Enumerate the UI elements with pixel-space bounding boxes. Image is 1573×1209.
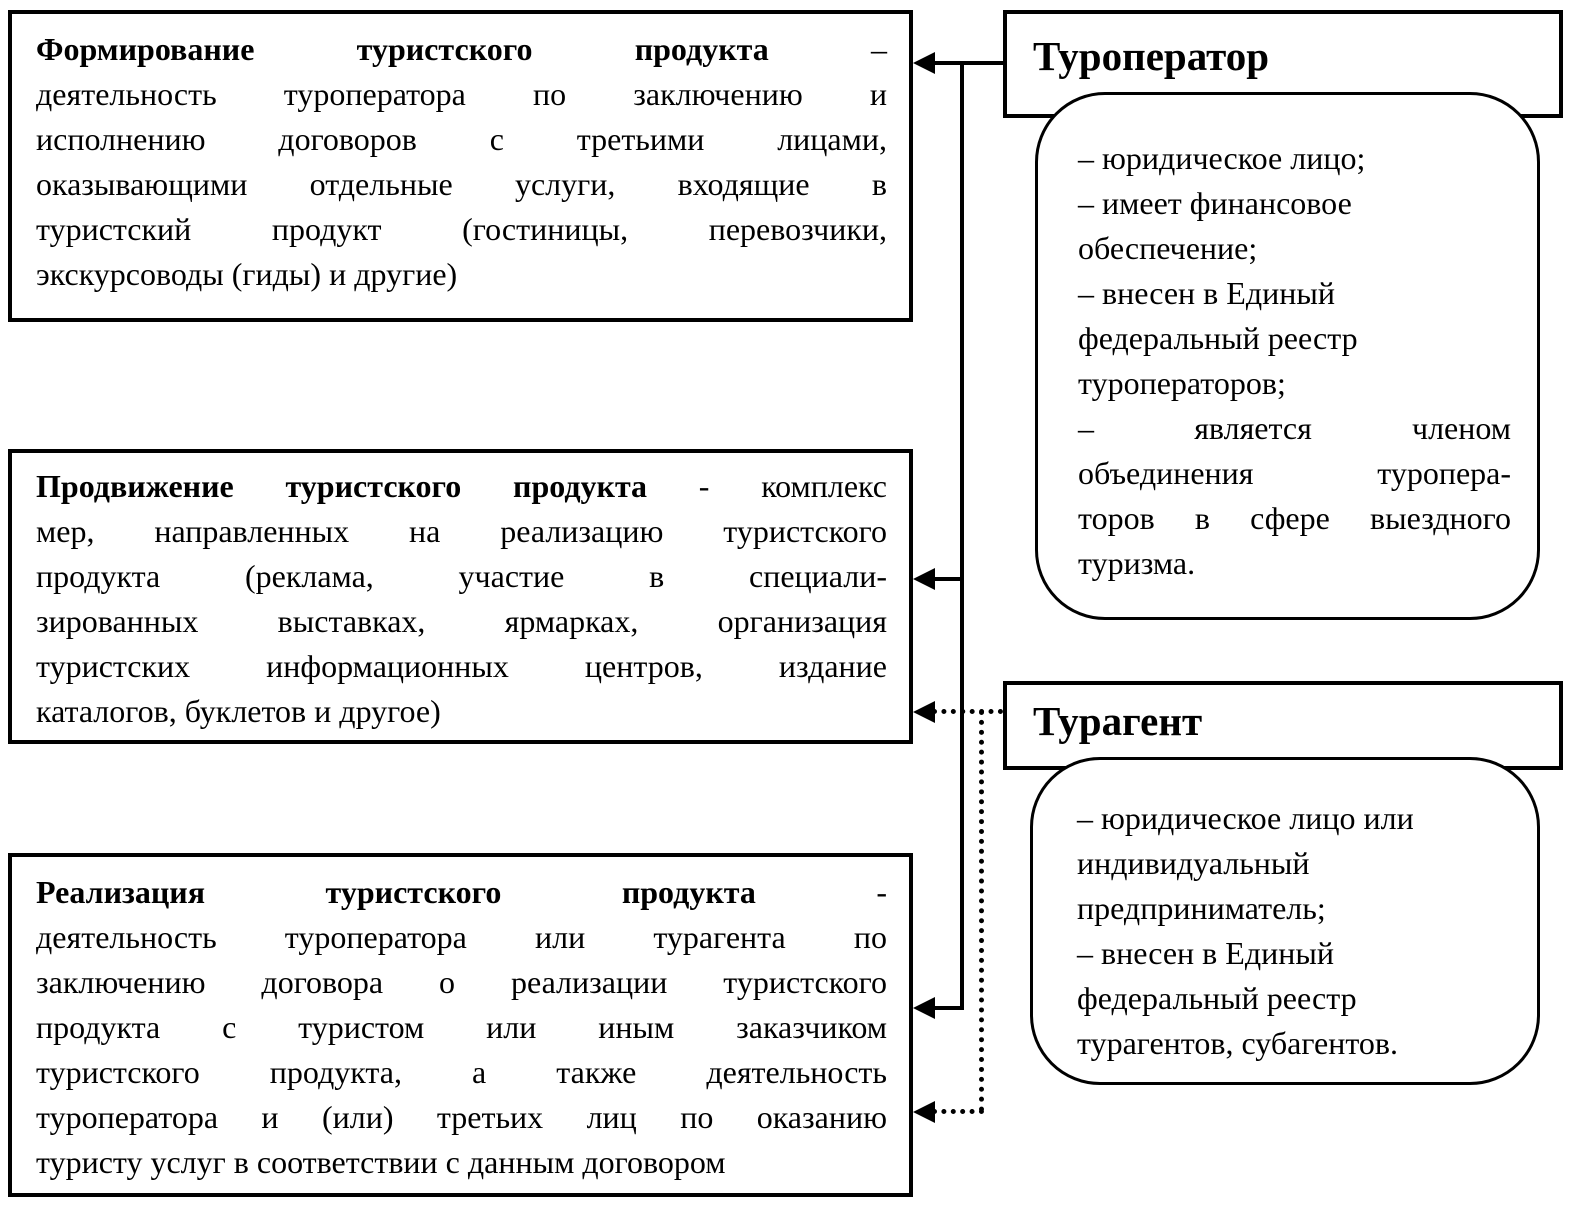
arrow-agent-to-realization-head xyxy=(913,1101,935,1123)
promotion-box xyxy=(8,449,913,744)
text-line: туристского продукта, а также деятельность xyxy=(36,1054,887,1090)
arrow-agent-to-promotion-head xyxy=(913,701,935,723)
text-line: федеральный реестр xyxy=(1078,320,1358,356)
arrow-operator-to-realization-head xyxy=(913,997,935,1019)
text-line: федеральный реестр xyxy=(1077,980,1357,1016)
text-line: заключению договора о реализации туристского xyxy=(36,964,887,1000)
text-line: туроператора и (или) третьих лиц по оказанию xyxy=(36,1099,887,1135)
text-line: деятельность туроператора по заключению и xyxy=(36,76,887,112)
agent-connector-trunk xyxy=(979,710,984,1112)
text-line: мер, направленных на реализацию туристского xyxy=(36,513,887,549)
text-line: каталогов, буклетов и другое) xyxy=(36,693,441,729)
text-line: торов в сфере выездного xyxy=(1078,500,1511,536)
text-line: предприниматель; xyxy=(1077,890,1326,926)
text-line: туристский продукт (гостиницы, перевозчики, xyxy=(36,211,887,247)
arrow-operator-to-formation-head xyxy=(913,52,935,74)
formation-box xyxy=(8,10,913,322)
realization-box xyxy=(8,853,913,1197)
text-line: экскурсоводы (гиды) и другие) xyxy=(36,256,458,292)
text-line: турагентов, субагентов. xyxy=(1077,1025,1399,1061)
text-line: туроператоров; xyxy=(1078,365,1286,401)
arrow-operator-to-formation-line xyxy=(930,61,1005,65)
formation-text xyxy=(12,14,909,297)
text-line: Реализация туристского продукта - xyxy=(36,874,887,910)
arrow-operator-to-promotion-head xyxy=(913,568,935,590)
travel-agent-title: Турагент xyxy=(1033,698,1203,744)
text-line: – внесен в Единый xyxy=(1077,935,1334,971)
text-line: – юридическое лицо; xyxy=(1078,140,1366,176)
text-line: оказывающими отдельные услуги, входящие в xyxy=(36,166,887,202)
text-line: зированных выставках, ярмарках, организация xyxy=(36,603,887,639)
tour-operator-details xyxy=(1035,92,1540,620)
text-line: индивидуальный xyxy=(1077,845,1310,881)
text-line: продукта с туристом или иным заказчиком xyxy=(36,1009,887,1045)
text-line: – является членом xyxy=(1078,410,1511,446)
arrow-agent-to-realization-line xyxy=(932,1109,984,1114)
text-line: – юридическое лицо или xyxy=(1077,800,1414,836)
travel-agent-details xyxy=(1030,757,1540,1085)
text-line: туристу услуг в соответствии с данным договором xyxy=(36,1144,726,1180)
tour-operator-title: Туроператор xyxy=(1033,33,1270,79)
text-line: туризма. xyxy=(1078,545,1196,581)
promotion-text xyxy=(12,453,909,734)
text-line: исполнению договоров с третьими лицами, xyxy=(36,121,887,157)
realization-text xyxy=(12,857,909,1185)
text-line: обеспечение; xyxy=(1078,230,1258,266)
arrow-agent-to-promotion-line xyxy=(932,709,1003,714)
text-line: Формирование туристского продукта – xyxy=(36,31,888,67)
text-line: туристских информационных центров, издание xyxy=(36,648,887,684)
text-line: – внесен в Единый xyxy=(1078,275,1335,311)
text-line: – имеет финансовое xyxy=(1078,185,1352,221)
text-line: продукта (реклама, участие в специали- xyxy=(36,558,887,594)
text-line: деятельность туроператора или турагента по xyxy=(36,919,887,955)
text-line: Продвижение туристского продукта - комплекс xyxy=(36,468,888,504)
operator-connector-trunk xyxy=(960,61,964,1010)
text-line: объединения туропера- xyxy=(1078,455,1511,491)
